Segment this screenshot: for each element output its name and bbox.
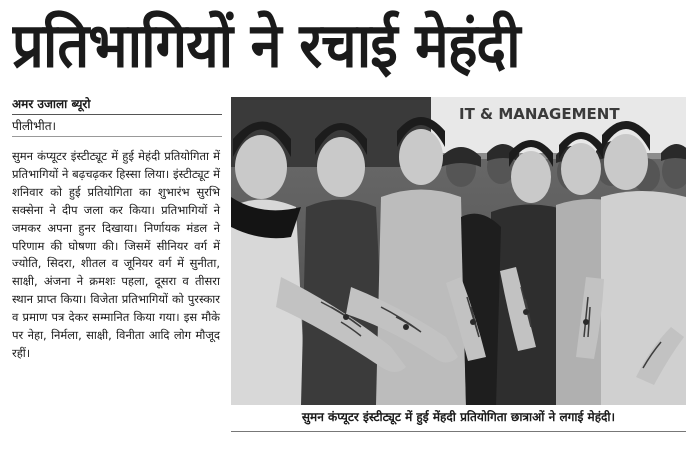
byline-divider: [12, 114, 222, 115]
article-dateline: पीलीभीत।: [12, 119, 57, 133]
banner-sign-text: IT & MANAGEMENT: [459, 105, 620, 123]
article-headline: प्रतिभागियों ने रचाई मेहंदी: [12, 10, 520, 83]
article-body: सुमन कंप्यूटर इंस्टीट्यूट में हुई मेहंदी प्रतियोगिता में प्रतिभागियों ने बढ़चढ़कर हिस्सा लिया। इंस्टीट्यूट में शनिवार को हुई प्रतियोगिता का शुभारंभ सुरभि सक्सेना ने दीप जला कर किया। प्रतिभागियों ने जमकर अपना हुनर दिखाया। निर्णायक मंडल ने परिणाम की घोषणा की। जिसमें सीनियर वर्ग में ज्योति, सिदरा, शीतल व जूनियर वर्ग में सुनीता, साक्षी, अंजना ने क्रमशः पहला, दूसरा व तीसरा स्थान प्राप्त किया। विजेता प्रतिभागियों को पुरस्कार व प्रमाण पत्र देकर सम्मानित किया गया। इस मौके पर नेहा, निर्मला, साक्षी, विनीता आदि लोग मौजूद रहीं।: [12, 149, 220, 360]
news-photo: [231, 97, 686, 405]
dateline-divider: [12, 136, 222, 137]
photo-caption: सुमन कंप्यूटर इंस्टीट्यूट में हुई मेंहदी प्रतियोगिता छात्राओं ने लगाई मेहंदी।: [301, 410, 616, 424]
caption-divider: [231, 431, 686, 432]
photo-illustration: [231, 97, 686, 405]
article-byline: अमर उजाला ब्यूरो: [12, 97, 91, 111]
